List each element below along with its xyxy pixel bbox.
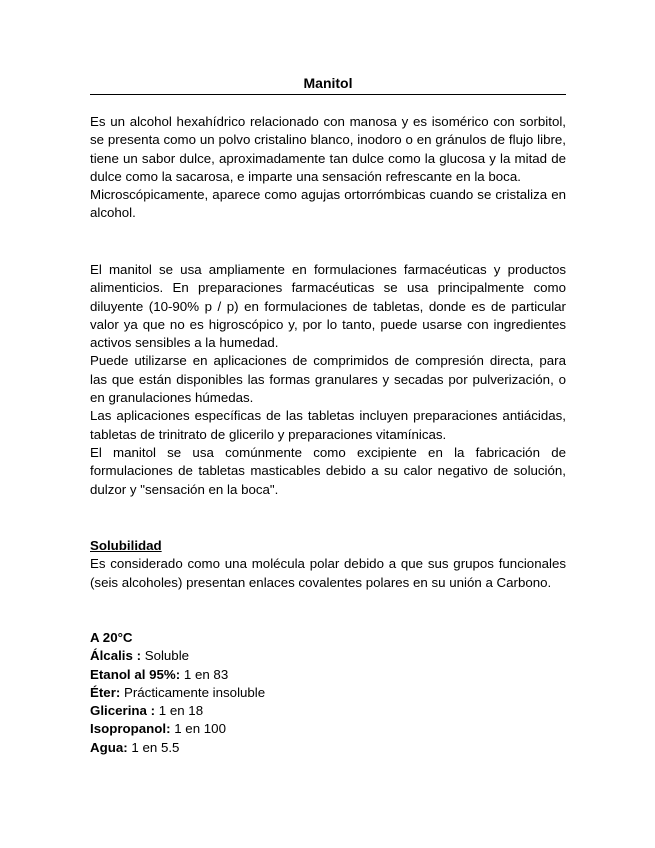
- page-title: Manitol: [90, 75, 566, 95]
- solubility-row: [90, 647, 566, 665]
- solvent-label: Etanol al 95%:: [90, 666, 181, 682]
- solubility-row: [90, 720, 566, 738]
- uses-paragraph: Las aplicaciones específicas de las tabletas incluyen preparaciones antiácidas, tabletas de trinitrato de glicerilo y preparaciones vitamínicas.: [90, 408, 566, 442]
- uses-paragraph: Puede utilizarse en aplicaciones de comprimidos de compresión directa, para las que están disponibles las formas granulares y secadas por pulverización, o en granulaciones húmedas.: [90, 353, 566, 406]
- solvent-label: Isopropanol:: [90, 721, 171, 737]
- solubility-row: [90, 739, 566, 757]
- solubility-heading: Solubilidad: [90, 538, 162, 553]
- description-paragraph: Es un alcohol hexahídrico relacionado con manosa y es isomérico con sorbitol, se presenta como un polvo cristalino blanco, inodoro o en gránulos de flujo libre, tiene un sabor dulce, aproximadamente tan dulce como la glucosa y la mitad de dulce como la sacarosa, e imparte una sensación refrescante en la boca.: [90, 114, 566, 184]
- solubility-row: [90, 702, 566, 720]
- solvent-label: Éter:: [90, 684, 121, 700]
- solvent-label: Álcalis :: [90, 648, 141, 664]
- solubility-row: [90, 684, 566, 702]
- solvent-label: Agua:: [90, 739, 128, 755]
- uses-paragraph: El manitol se usa ampliamente en formulaciones farmacéuticas y productos alimenticios. En preparaciones farmacéuticas se usa principalmente como diluyente (10-90% p / p) en formulaciones de tabletas, donde es de particular valor ya que no es higroscópico y, por lo tanto, puede usarse con ingredientes activos sensibles a la humedad.: [90, 262, 566, 351]
- solubility-text: Es considerado como una molécula polar debido a que sus grupos funcionales (seis alcoholes) presentan enlaces covalentes polares en su unión a Carbono.: [90, 556, 566, 590]
- solubility-value: Soluble: [141, 648, 190, 664]
- description-paragraph: Microscópicamente, aparece como agujas ortorrómbicas cuando se cristaliza en alcohol.: [90, 187, 566, 221]
- solubility-value: 1 en 83: [180, 666, 229, 682]
- solubility-row: [90, 666, 566, 684]
- solubility-value: 1 en 18: [155, 703, 204, 719]
- description-section: [90, 113, 566, 223]
- uses-section: [90, 261, 566, 499]
- temperature-label: A 20°C: [90, 630, 133, 645]
- solubility-table: [90, 629, 566, 757]
- solubility-section: [90, 537, 566, 592]
- solubility-value: Prácticamente insoluble: [120, 684, 266, 700]
- solubility-value: 1 en 5.5: [127, 739, 180, 755]
- solubility-value: 1 en 100: [170, 721, 226, 737]
- solvent-label: Glicerina :: [90, 703, 156, 719]
- uses-paragraph: El manitol se usa comúnmente como excipiente en la fabricación de formulaciones de tabletas masticables debido a su calor negativo de solución, dulzor y "sensación en la boca".: [90, 444, 566, 497]
